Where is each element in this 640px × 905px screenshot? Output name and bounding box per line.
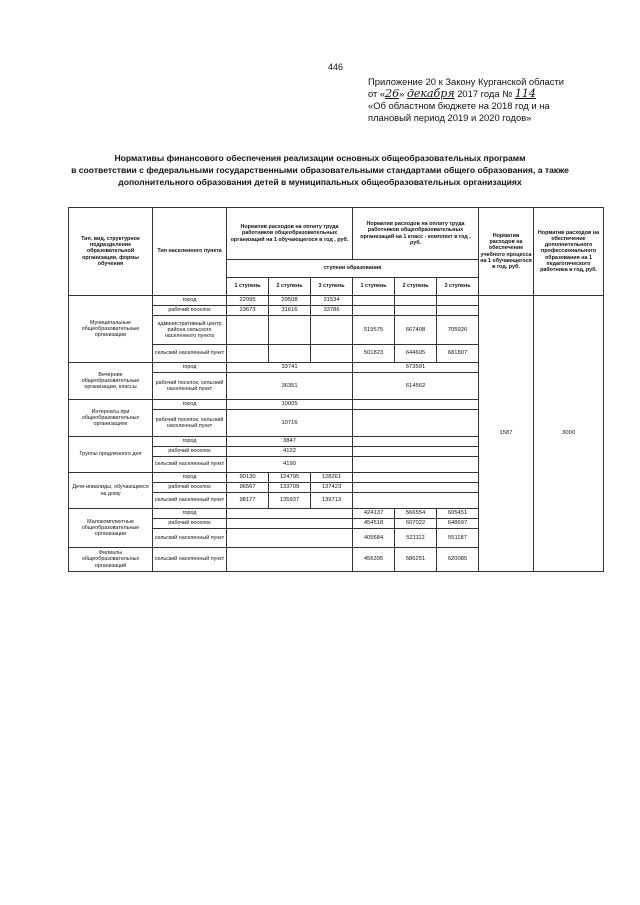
table-cell: 681807 — [437, 345, 479, 363]
table-cell: сельский населенный пункт — [153, 345, 227, 363]
table-cell — [227, 529, 353, 548]
table-cell: 135937 — [269, 493, 311, 509]
table-cell — [269, 316, 311, 345]
table-cell: 605451 — [437, 509, 479, 519]
appendix-line-2 — [368, 88, 618, 100]
table-cell: сельский населенный пункт — [153, 529, 227, 548]
table-cell: 3847 — [227, 437, 353, 447]
table-cell — [227, 519, 353, 529]
table-cell: 705926 — [437, 316, 479, 345]
table-cell: 521112 — [395, 529, 437, 548]
title-line-2: в соответствии с федеральными государственными образовательными стандартами общего образования, а также — [71, 165, 569, 175]
table-cell: 133709 — [269, 483, 311, 493]
table-cell — [395, 296, 437, 306]
table-cell: 33786 — [311, 306, 353, 316]
table-cell: 90130 — [227, 473, 269, 483]
table-cell: 31616 — [269, 306, 311, 316]
appendix-date-mid: » — [399, 88, 405, 99]
table-cell: рабочий поселок — [153, 483, 227, 493]
table-cell: город — [153, 296, 227, 306]
page-number: 446 — [328, 62, 344, 72]
table-cell: 454518 — [353, 519, 395, 529]
table-cell: 31534 — [311, 296, 353, 306]
table-cell: рабочий поселок — [153, 306, 227, 316]
table-cell: 566554 — [395, 509, 437, 519]
appendix-line-4: плановый период 2019 и 2020 годов» — [368, 112, 532, 123]
table-cell — [311, 345, 353, 363]
table-cell: 667408 — [395, 316, 437, 345]
table-cell — [353, 400, 479, 410]
table-cell — [353, 437, 479, 447]
group-small-schools: Малокомплектные общеобразовательные организации — [69, 509, 153, 548]
header-level-3b: 3 ступень — [437, 278, 479, 296]
header-level-2b: 2 ступень — [395, 278, 437, 296]
table-cell: 29508 — [269, 296, 311, 306]
table-cell: сельский населенный пункт — [153, 493, 227, 509]
table-cell: сельский населенный пункт — [153, 457, 227, 473]
table-cell: рабочий поселок — [153, 447, 227, 457]
table-cell: 23673 — [227, 306, 269, 316]
group-evening: Вечерние общеобразовательные организации, классы — [69, 363, 153, 400]
table-cell: город — [153, 437, 227, 447]
header-level-1: 1 ступень — [227, 278, 269, 296]
table-cell — [269, 345, 311, 363]
table-cell — [311, 316, 353, 345]
table-cell — [353, 447, 479, 457]
table-cell: 124795 — [269, 473, 311, 483]
table-cell — [353, 457, 479, 473]
title-line-3: дополнительного образования детей в муниципальных общеобразовательных организациях — [118, 177, 522, 187]
table-cell: 98177 — [227, 493, 269, 509]
document-title — [20, 152, 620, 188]
title-line-1: Нормативы финансового обеспечения реализации основных общеобразовательных программ — [114, 153, 526, 163]
table-cell: 620085 — [437, 548, 479, 572]
table-cell: город — [153, 363, 227, 373]
table-cell: 33741 — [227, 363, 353, 373]
table-cell: рабочий поселок, сельский населенный пункт — [153, 373, 227, 400]
common-process-norm: 1587 — [479, 296, 534, 572]
header-level-2: 2 ступень — [269, 278, 311, 296]
table-cell: город — [153, 473, 227, 483]
table-cell: 137423 — [311, 483, 353, 493]
table-cell: 519575 — [353, 316, 395, 345]
table-cell: 424137 — [353, 509, 395, 519]
table-cell — [353, 296, 395, 306]
table-cell: город — [153, 400, 227, 410]
table-cell — [395, 306, 437, 316]
table-cell: 607022 — [395, 519, 437, 529]
header-norm-per-student: Норматив расходов на оплату труда работников общеобразовательных организаций на 1 обучающегося в год , руб. — [227, 208, 353, 260]
table-cell — [437, 306, 479, 316]
table-cell: 405684 — [353, 529, 395, 548]
table-cell: 139713 — [311, 493, 353, 509]
table-cell — [227, 548, 353, 572]
header-norm-training: Норматив расходов на обеспечение дополнительного профессионального образования на 1 педагогического работника в год, руб. — [534, 208, 604, 296]
header-type: Тип, вид, структурное подразделение образовательной организации, формы обучения — [69, 208, 153, 296]
table-cell: город — [153, 509, 227, 519]
table-cell: 648697 — [437, 519, 479, 529]
table-cell — [227, 509, 353, 519]
table-cell — [353, 410, 479, 437]
table-cell — [353, 473, 479, 483]
header-level-1b: 1 ступень — [353, 278, 395, 296]
norms-table — [68, 207, 604, 572]
table-cell: 4190 — [227, 457, 353, 473]
table-cell: 573591 — [353, 363, 479, 373]
table-cell: рабочий поселок — [153, 519, 227, 529]
appendix-year: 2017 года № — [457, 88, 513, 99]
table-cell: 22095 — [227, 296, 269, 306]
table-cell: 36351 — [227, 373, 353, 400]
table-cell: административный центр района сельского населенного пункта — [153, 316, 227, 345]
appendix-note — [368, 76, 618, 124]
appendix-day: 26 — [385, 87, 400, 100]
table-cell: рабочий поселок, сельский населенный пункт — [153, 410, 227, 437]
header-settlement: Тип населенного пункта — [153, 208, 227, 296]
group-boarding: Интернаты при общеобразовательных организациях — [69, 400, 153, 437]
appendix-date-prefix: от « — [368, 88, 386, 99]
table-cell: 456395 — [353, 548, 395, 572]
table-cell — [353, 493, 479, 509]
table-cell: 586251 — [395, 548, 437, 572]
table-cell: 551187 — [437, 529, 479, 548]
appendix-line-3: «Об областном бюджете на 2018 год и на — [368, 100, 550, 111]
table-cell: 501823 — [353, 345, 395, 363]
appendix-number: 114 — [514, 87, 536, 100]
table-cell: 10716 — [227, 410, 353, 437]
table-cell: 10005 — [227, 400, 353, 410]
table-cell — [227, 345, 269, 363]
table-cell — [353, 483, 479, 493]
table-cell — [227, 316, 269, 345]
header-norm-per-class: Норматив расходов на оплату труда работников общеобразовательных организаций на 1 класс - комплект в год , руб. — [353, 208, 479, 260]
group-branches: Филиалы общеобразовательных организаций — [69, 548, 153, 572]
table-cell: 614562 — [353, 373, 479, 400]
common-training-norm: 3000 — [534, 296, 604, 572]
header-level-3: 3 ступень — [311, 278, 353, 296]
group-municipal: Муниципальные общеобразовательные организации — [69, 296, 153, 363]
group-extended-day: Группы продленного дня — [69, 437, 153, 473]
table-cell: 644605 — [395, 345, 437, 363]
table-cell: сельский населенный пункт — [153, 548, 227, 572]
table-cell: 128261 — [311, 473, 353, 483]
table-cell: 96567 — [227, 483, 269, 493]
group-home-schooling: Дети-инвалиды, обучающиеся на дому — [69, 473, 153, 509]
header-levels: ступени образования — [227, 260, 479, 278]
table-cell: 4122 — [227, 447, 353, 457]
appendix-month: декабря — [406, 87, 455, 100]
appendix-line-1: Приложение 20 к Закону Курганской области — [368, 76, 564, 87]
header-norm-process: Норматив расходов на обеспечение учебного процесса на 1 обучающегося в год, руб. — [479, 208, 534, 296]
table-cell — [353, 306, 395, 316]
table-cell — [437, 296, 479, 306]
